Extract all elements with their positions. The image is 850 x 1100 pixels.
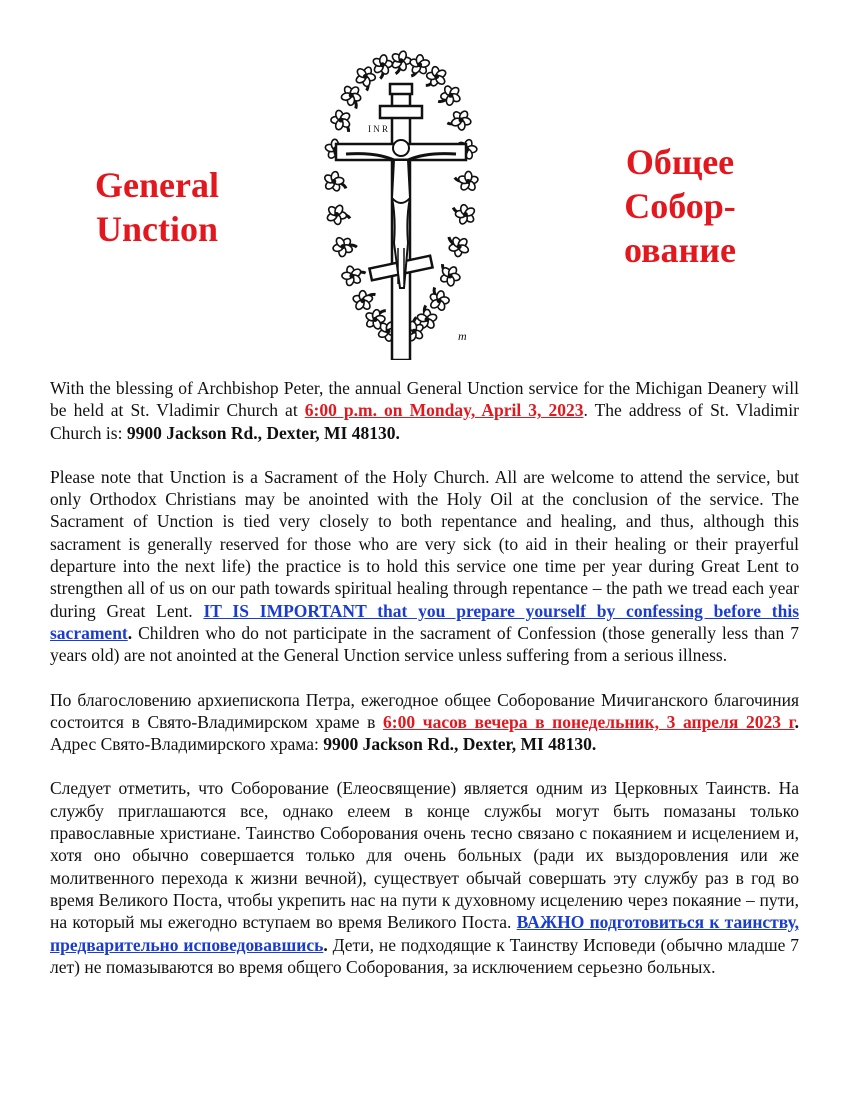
wreath-flower-icon: [455, 204, 476, 225]
wreath-flower-icon: [326, 204, 347, 225]
text: Children who do not participate in the sacrament of Confession (those generally less than 7 years old) are not anointed at the General Unction service unless suffering from a serious illness.: [50, 622, 799, 666]
russian-paragraph-2: [50, 777, 799, 978]
wreath-flower-icon: [429, 290, 449, 311]
wreath-flower-icon: [355, 66, 376, 87]
english-title: [72, 163, 242, 251]
church-address: 9900 Jackson Rd., Dexter, MI 48130.: [126, 422, 400, 443]
english-title-line-1: General: [95, 165, 219, 205]
english-paragraph-2: [50, 466, 799, 667]
wreath-flower-icon: [409, 55, 430, 75]
wreath-flower-icon: [449, 236, 470, 257]
artist-signature: m: [458, 329, 467, 343]
wreath-flower-icon: [323, 171, 344, 192]
wreath-flower-icon: [458, 171, 479, 191]
text: Дети, не подходящие к Таинству Исповеди (обычно младше 7 лет) не помазываются во время общего Соборования, за исключением серьезно больных.: [50, 934, 800, 977]
russian-paragraph-1: [50, 689, 799, 756]
period: .: [323, 934, 328, 955]
russian-title: [590, 140, 770, 272]
text: Please note that Unction is a Sacrament of the Holy Church. All are welcome to attend the service, but only Orthodox Christians may be anointed with the Holy Oil at the conclusion of the service. The Sacrament of Unction is tied very closely to both repentance and healing, and thus, although this sacrament is generally reserved for those who are very sick (to aid in their healing or their prayerful departure into the next life) the practice is to hold this service one time per year during Great Lent to strengthen all of us on our path towards spiritual healing through repentance – the path we tread each year during Great Lent.: [50, 466, 799, 621]
wreath-flower-icon: [440, 85, 461, 106]
russian-title-line-2: Собор-: [624, 186, 736, 226]
wreath-flower-icon: [440, 266, 461, 287]
text: По благословению архиепископа Петра, ежегодное общее Соборование Мичиганского благочиния состоится в Свято-Владимирском храме в: [50, 689, 799, 732]
svg-text:I N R I: I N R I: [368, 124, 394, 134]
text: With the blessing of Archbishop Peter, the annual General Unction service for the Michigan Deanery will be held at St. Vladimir Church at: [50, 378, 799, 421]
important-confession-link[interactable]: IT IS IMPORTANT that you prepare yourself by confessing before this sacrament: [50, 600, 800, 643]
wreath-flower-icon: [331, 109, 351, 130]
text: Адрес Свято-Владимирского храма:: [50, 734, 324, 755]
english-title-line-2: Unction: [95, 209, 218, 249]
wreath-flower-icon: [391, 50, 411, 71]
wreath-flower-icon: [332, 236, 353, 257]
period: .: [127, 622, 133, 643]
russian-title-line-3: ование: [623, 230, 736, 270]
cross-wreath-icon: [306, 48, 496, 360]
church-address-ru: 9900 Jackson Rd., Dexter, MI 48130.: [323, 734, 597, 755]
russian-title-line-1: Общее: [625, 142, 735, 182]
important-confession-link-ru[interactable]: ВАЖНО подготовиться к таинству, предварительно исповедовавшись: [50, 912, 799, 955]
period: .: [794, 711, 799, 732]
announcement-body: [50, 377, 799, 1000]
wreath-flower-icon: [341, 85, 362, 106]
service-date-link-ru[interactable]: 6:00 часов вечера в понедельник, 3 апреля 2023 г: [383, 711, 795, 732]
english-paragraph-1: [50, 377, 799, 444]
wreath-flower-icon: [450, 110, 471, 131]
wreath-flower-icon: [342, 265, 362, 286]
wreath-flower-icon: [372, 54, 393, 75]
text: Следует отметить, что Соборование (Елеосвящение) является одним из Церковных Таинств. На службу приглашаются все, однако елеем в конце службы могут быть помазаны только православные христиане. Таинство Соборования очень тесно связано с покаянием и исцелением и, хотя оно обычно совершается только для очень больных (ради их выздоровления или же молитвенного перехода к жизни вечной), существует обычай совершать эту службу раз в год во время Великого Поста, чтобы укрепить нас на пути к духовному исцелению через покаяние – пути, на который мы ежегодно вступаем во время Великого Поста.: [50, 778, 799, 933]
service-date-link[interactable]: 6:00 p.m. on Monday, April 3, 2023: [304, 400, 584, 421]
text: . The address of St. Vladimir Church is:: [50, 400, 799, 443]
